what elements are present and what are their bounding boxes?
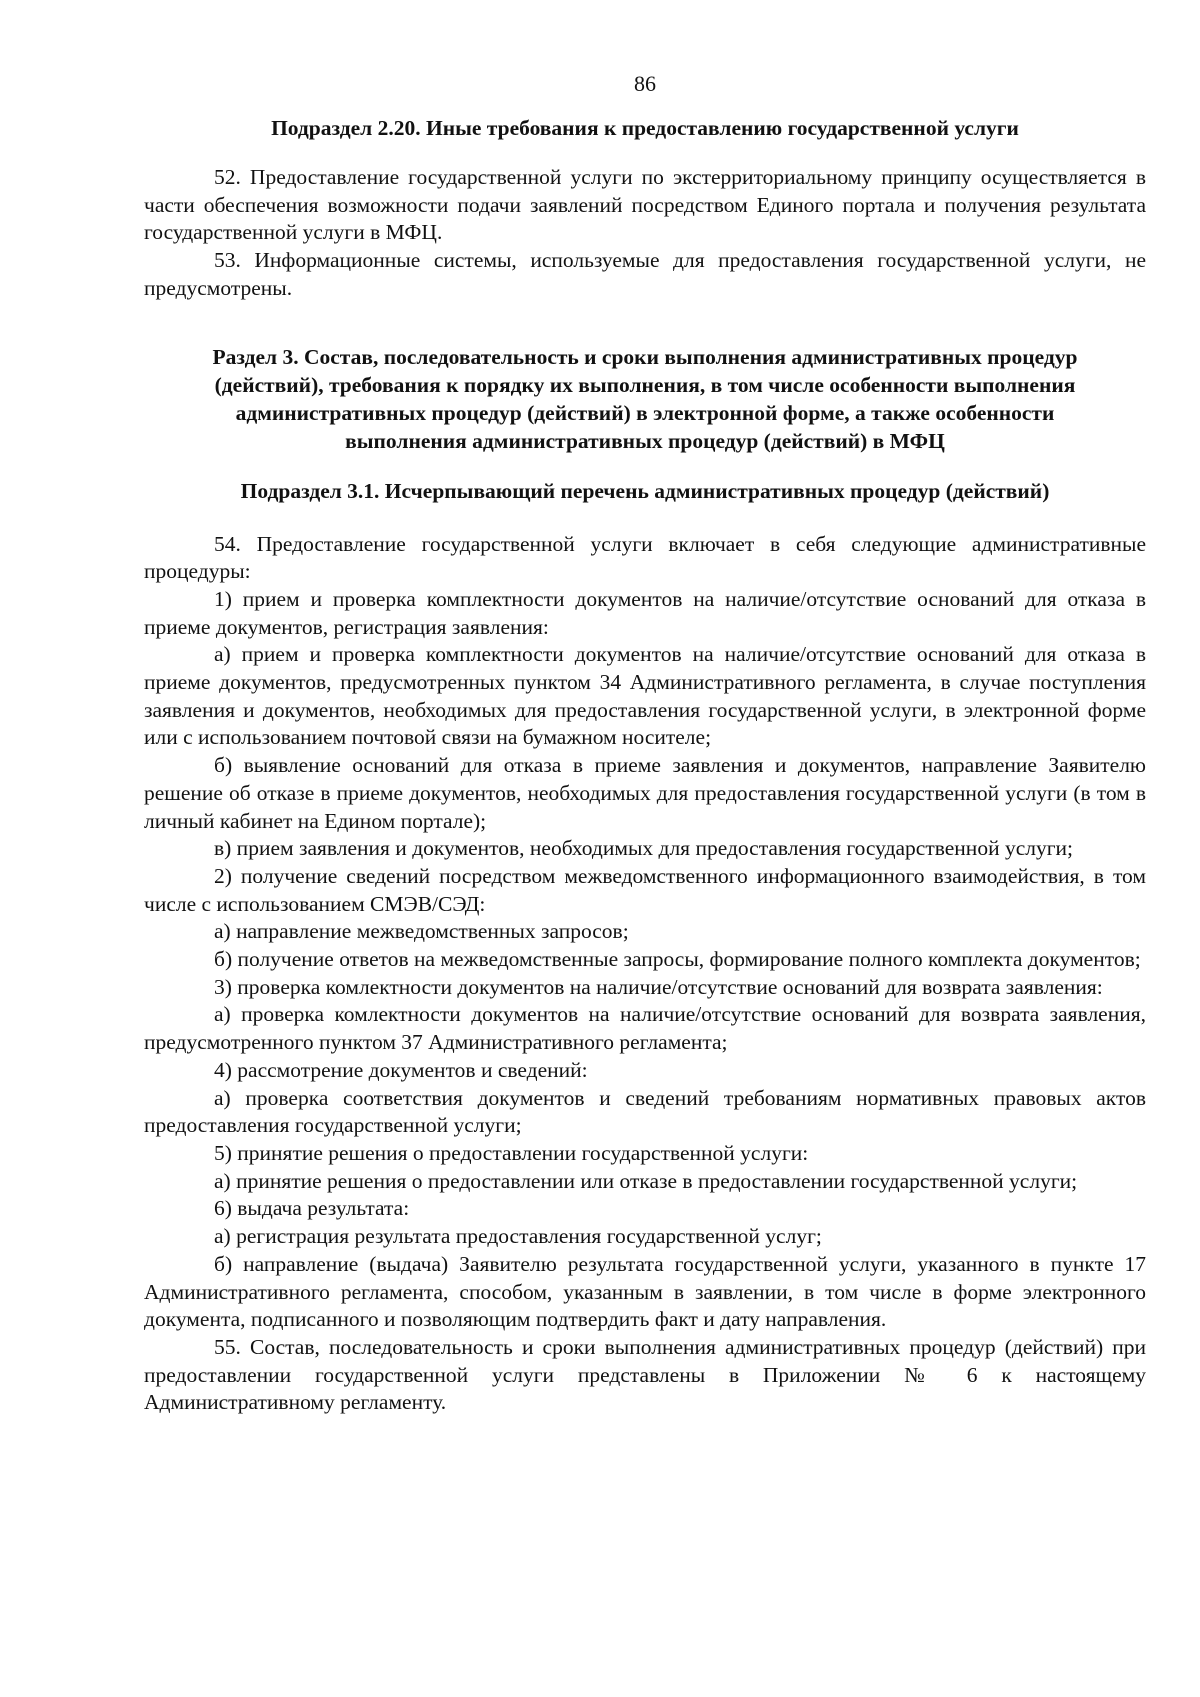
section-3-title: Раздел 3. Состав, последовательность и сроки выполнения административных процедур (действий), требования к порядку их выполнения, в том числе особенности выполнения административных процедур (действий) в электронной форме, а также особенности выполнения административных процедур (действий) в МФЦ <box>212 344 1078 453</box>
list-item-2a: а) направление межведомственных запросов; <box>214 919 629 944</box>
list-item-6b: б) направление (выдача) Заявителю результата государственной услуги, указанного в пункте 17 Административного регламента, способом, указанным в заявлении, в том числе в форме электронного документа, подписанного и позволяющим подтвердить факт и дату направления. <box>144 1251 1146 1332</box>
list-item-3a: а) проверка комлектности документов на наличие/отсутствие оснований для возврата заявления, предусмотренного пунктом 37 Административного регламента; <box>144 1002 1146 1055</box>
list-item-5: 5) принятие решения о предоставлении государственной услуги: <box>214 1140 809 1165</box>
list-item-2: 2) получение сведений посредством межведомственного информационного взаимодействия, в том числе с использованием СМЭВ/СЭД: <box>144 863 1146 916</box>
list-item-1a: а) прием и проверка комплектности документов на наличие/отсутствие оснований для отказа в приеме документов, предусмотренных пунктом 34 Административного регламента, в случае поступления заявления и документов, необходимых для предоставления государственной услуги, в электронной форме или с использованием почтовой связи на бумажном носителе; <box>144 642 1146 750</box>
page-number: 86 <box>634 71 656 96</box>
list-item-6: 6) выдача результата: <box>214 1196 410 1221</box>
subsection-2-20-title: Подраздел 2.20. Иные требования к предоставлению государственной услуги <box>271 116 1019 140</box>
subsection-3-1-title: Подраздел 3.1. Исчерпывающий перечень административных процедур (действий) <box>240 478 1050 503</box>
list-item-3: 3) проверка комлектности документов на наличие/отсутствие оснований для возврата заявления: <box>214 974 1103 999</box>
document-page <box>144 70 1146 1417</box>
list-item-1v: в) прием заявления и документов, необходимых для предоставления государственной услуги; <box>214 836 1074 861</box>
paragraph-55: 55. Состав, последовательность и сроки выполнения административных процедур (действий) при предоставлении государственной услуги представлены в Приложении № 6 к настоящему Административному регламенту. <box>144 1334 1146 1415</box>
paragraph-52: 52. Предоставление государственной услуги по экстерриториальному принципу осуществляется в части обеспечения возможности подачи заявлений посредством Единого портала и получения результата государственной услуги в МФЦ. <box>144 165 1146 245</box>
list-item-5a: а) принятие решения о предоставлении или отказе в предоставлении государственной услуги; <box>214 1168 1078 1193</box>
list-item-1b: б) выявление оснований для отказа в приеме заявления и документов, направление Заявителю решение об отказе в приеме документов, необходимых для предоставления государственной услуги (в том в личный кабинет на Едином портале); <box>144 753 1146 833</box>
list-item-1: 1) прием и проверка комплектности документов на наличие/отсутствие оснований для отказа в приеме документов, регистрация заявления: <box>144 586 1146 639</box>
list-item-6a: а) регистрация результата предоставления государственной услуг; <box>214 1224 822 1249</box>
list-item-4: 4) рассмотрение документов и сведений: <box>214 1057 588 1082</box>
paragraph-53: 53. Информационные системы, используемые для предоставления государственной услуги, не предусмотрены. <box>144 248 1146 300</box>
list-item-2b: б) получение ответов на межведомственные запросы, формирование полного комплекта документов; <box>214 947 1141 972</box>
list-item-4a: а) проверка соответствия документов и сведений требованиям нормативных правовых актов предоставления государственной услуги; <box>144 1085 1146 1138</box>
paragraph-54: 54. Предоставление государственной услуги включает в себя следующие административные процедуры: <box>144 531 1146 584</box>
